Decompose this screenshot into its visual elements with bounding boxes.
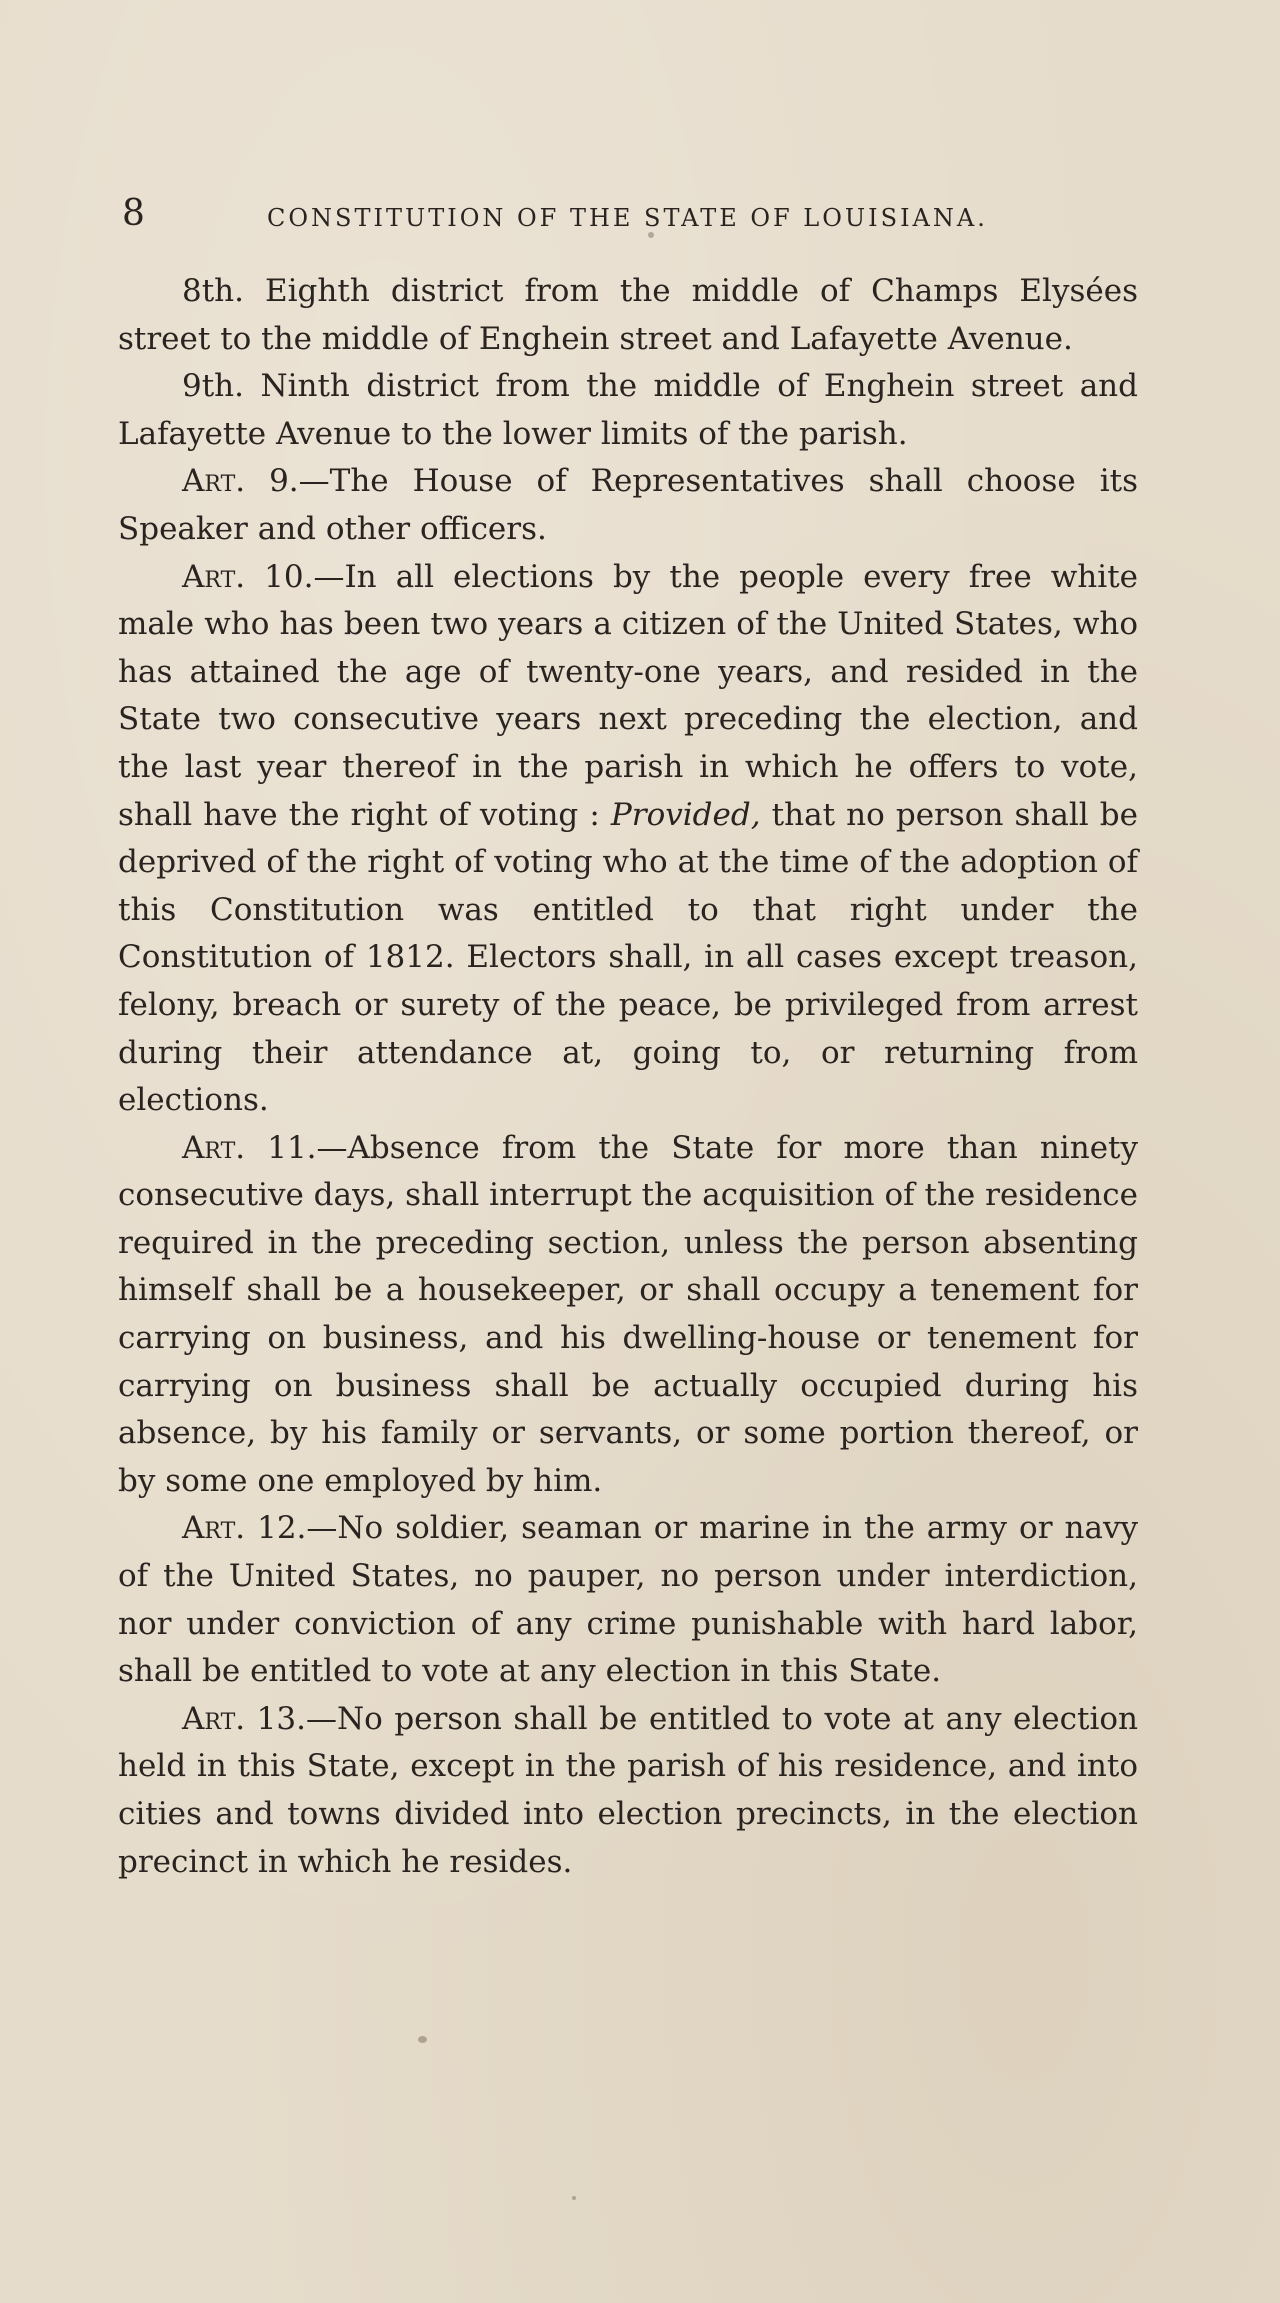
page-number: 8 <box>122 193 145 234</box>
paper-speck <box>418 2036 427 2043</box>
paragraph-article-13 <box>118 1696 1138 1886</box>
paragraph-article-12 <box>118 1505 1138 1695</box>
body-text <box>118 268 1138 1886</box>
paragraph-text: —No soldier, seaman or marine in the army or navy of the United States, no pauper, no person under interdiction, nor under conviction of any crime punishable with hard labor, shall be entitled to vote at any election in this State. <box>118 1510 1139 1690</box>
italic-proviso: Provided, <box>610 796 761 833</box>
paragraph-text: —In all elections by the people every free white male who has been two years a citizen of the United States, who has attained the age of twenty-one years, and resided in the State two consecutive years next preceding the election, and the last year thereof in the parish in which he offers to vote, shall have the right of voting : <box>118 558 1138 833</box>
paragraph-text: that no person shall be deprived of the right of voting who at the time of the adoption of this Constitution was entitled to that right under the Constitution of 1812. Electors shall, in all cases except treason, felony, breach or surety of the peace, be privileged from arrest during their attendance at, going to, or returning from elections. <box>118 796 1138 1119</box>
article-heading: Art. 12. <box>182 1510 307 1547</box>
article-heading: Art. 10. <box>182 558 314 595</box>
paragraph-text: —No person shall be entitled to vote at any election held in this State, except in the parish of his residence, and into cities and towns divided into election precincts, in the election precinct in which he resides. <box>118 1700 1138 1880</box>
paragraph-text: 8th. Eighth district from the middle of Champs Elysées street to the middle of Enghein street and Lafayette Avenue. <box>118 273 1138 357</box>
paragraph-text: —The House of Representatives shall choose its Speaker and other officers. <box>118 463 1138 547</box>
running-title: CONSTITUTION OF THE STATE OF LOUISIANA. <box>267 204 988 232</box>
paragraph-text: —Absence from the State for more than ninety consecutive days, shall interrupt the acquisition of the residence required in the preceding section, unless the person absenting himself shall be a housekeeper, or shall occupy a tenement for carrying on business, and his dwelling-house or tenement for carrying on business shall be actually occupied during his absence, by his family or servants, or some portion thereof, or by some one employed by him. <box>118 1129 1139 1499</box>
paper-speck <box>648 232 654 238</box>
paragraph-text: 9th. Ninth district from the middle of Enghein street and Lafayette Avenue to the lower limits of the parish. <box>118 368 1138 452</box>
paragraph-article-9 <box>118 458 1138 553</box>
paragraph-district-8 <box>118 268 1138 363</box>
paragraph-district-9 <box>118 363 1138 458</box>
article-heading: Art. 11. <box>182 1129 317 1166</box>
running-head <box>122 190 1012 240</box>
article-heading: Art. 9. <box>182 463 299 500</box>
paragraph-article-11 <box>118 1125 1138 1506</box>
article-heading: Art. 13. <box>182 1700 306 1737</box>
paragraph-article-10 <box>118 554 1138 1125</box>
paper-speck <box>572 2196 576 2200</box>
